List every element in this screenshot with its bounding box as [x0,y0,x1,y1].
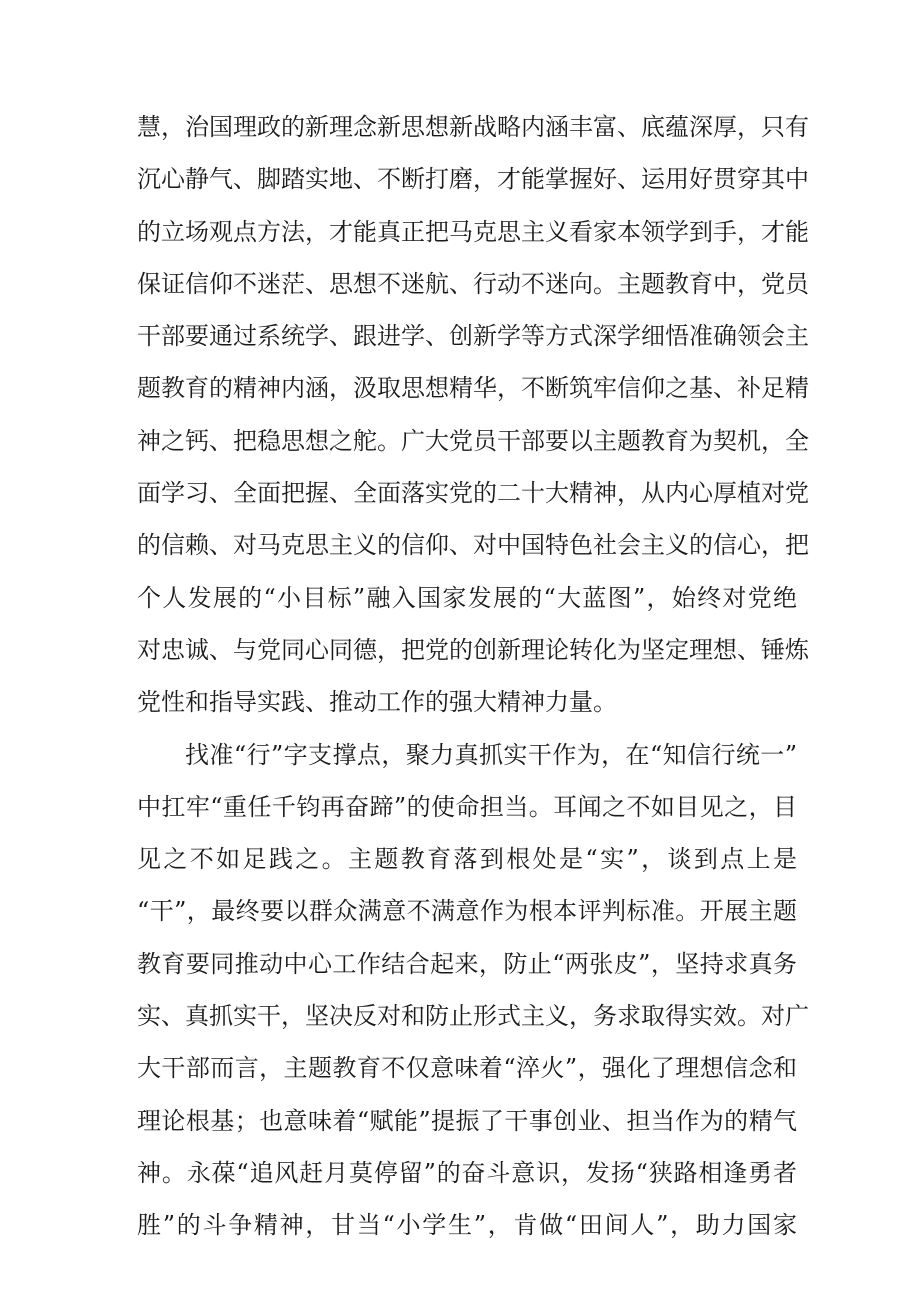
text-line: 神。永葆“追风赶月莫停留”的奋斗意识，发扬“狭路相逢勇者 [137,1158,797,1187]
text-line: 胜”的斗争精神，甘当“小学生”，肯做“田间人”，助力国家 [137,1211,797,1240]
text-line: 大干部而言，主题教育不仅意味着“淬火”，强化了理想信念和 [137,1054,797,1083]
text-line: 的信赖、对马克思主义的信仰、对中国特色社会主义的信心，把 [137,531,809,560]
text-line: 党性和指导实践、推动工作的强大精神力量。 [137,688,617,717]
text-line: 理论根基；也意味着“赋能”提振了干事创业、担当作为的精气 [137,1106,797,1135]
document-body [137,101,809,1252]
text-line: 对忠诚、与党同心同德，把党的创新理论转化为坚定理想、锤炼 [137,635,809,664]
text-line: 个人发展的“小目标”融入国家发展的“大蓝图”，始终对党绝 [137,583,797,612]
text-line: 神之钙、把稳思想之舵。广大党员干部要以主题教育为契机，全 [137,426,809,455]
text-line: 中扛牢“重任千钧再奋蹄”的使命担当。耳闻之不如目见之，目 [137,792,797,821]
text-line: 题教育的精神内涵，汲取思想精华，不断筑牢信仰之基、补足精 [137,374,809,403]
text-line: 的立场观点方法，才能真正把马克思主义看家本领学到手，才能 [137,217,809,246]
paragraph-1 [137,101,809,729]
text-line: 实、真抓实干，坚决反对和防止形式主义，务求取得实效。对广 [137,1002,809,1031]
text-line: 干部要通过系统学、跟进学、创新学等方式深学细悟准确领会主 [137,322,809,351]
paragraph-2 [137,729,809,1252]
text-line: 教育要同推动中心工作结合起来，防止“两张皮”，坚持求真务 [137,949,797,978]
text-line: “干”，最终要以群众满意不满意作为根本评判标准。开展主题 [137,897,797,926]
text-line: 沉心静气、脚踏实地、不断打磨，才能掌握好、运用好贯穿其中 [137,165,809,194]
text-line: 见之不如足践之。主题教育落到根处是“实”，谈到点上是 [137,845,797,874]
text-line: 面学习、全面把握、全面落实党的二十大精神，从内心厚植对党 [137,479,809,508]
text-line: 慧，治国理政的新理念新思想新战略内涵丰富、底蕴深厚，只有 [137,113,809,141]
text-line: 保证信仰不迷茫、思想不迷航、行动不迷向。主题教育中，党员 [137,269,809,298]
text-line: 找准“行”字支撑点，聚力真抓实干作为，在“知信行统一” [185,740,797,769]
